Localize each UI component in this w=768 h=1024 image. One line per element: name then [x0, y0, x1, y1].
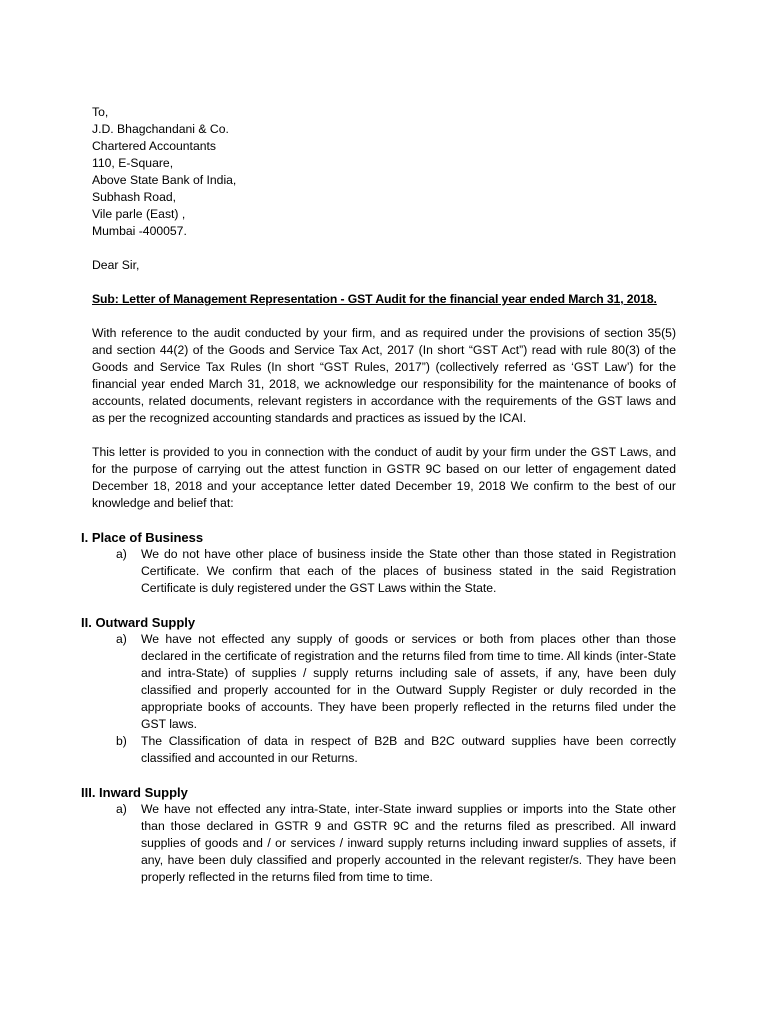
address-line: To, — [92, 105, 109, 119]
address-line: J.D. Bhagchandani & Co. — [92, 122, 229, 136]
list-item-text: We have not effected any supply of goods or services or both from places other than those declared in the certificate of registration and the returns filed from time to time. All kinds (inter-State and intra-State) of supplies / supply returns including sale of assets, if any, have been duly classified and properly accounted for in the Outward Supply Register or duly recorded in the appropriate books of accounts. They have been properly reflected in the returns filed under the GST laws. — [141, 632, 676, 731]
recipient-address — [92, 104, 676, 240]
address-line: Mumbai -400057. — [92, 224, 187, 238]
section-outward-supply — [81, 614, 676, 767]
list-marker: b) — [116, 734, 127, 748]
section-heading: III. Inward Supply — [81, 785, 188, 800]
section-heading: I. Place of Business — [81, 530, 204, 545]
address-line: 110, E-Square, — [92, 156, 174, 170]
list-marker: a) — [116, 802, 127, 816]
section-inward-supply — [81, 784, 676, 886]
list-item — [116, 631, 676, 733]
list-item — [116, 733, 676, 767]
list-item-text: We have not effected any intra-State, inter-State inward supplies or imports into the State other than those declared in GSTR 9 and GSTR 9C and the returns filed as prescribed. All inward supplies of goods and / or services / inward supply returns including inward supplies of assets, if any, have been duly classified and properly accounted in the relevant register/s. They have been properly reflected in the returns filed from time to time. — [141, 802, 676, 884]
body-paragraph: This letter is provided to you in connection with the conduct of audit by your firm under the GST Laws, and for the purpose of carrying out the attest function in GSTR 9C based on our letter of engagement dated December 18, 2018 and your acceptance letter dated December 19, 2018 We confirm to the best of our knowledge and belief that: — [92, 445, 676, 510]
subject-line: Sub: Letter of Management Representation - GST Audit for the financial year ended March 31, 2018. — [92, 292, 657, 306]
list-item-text: The Classification of data in respect of B2B and B2C outward supplies have been correctly classified and accounted in our Returns. — [141, 734, 676, 765]
section-place-of-business — [81, 529, 676, 597]
section-heading: II. Outward Supply — [81, 615, 196, 630]
address-line: Subhash Road, — [92, 190, 177, 204]
list-item — [116, 546, 676, 597]
address-line: Chartered Accountants — [92, 139, 216, 153]
list-item-text: We do not have other place of business inside the State other than those stated in Registration Certificate. We confirm that each of the places of business stated in the said Registration Certificate is duly registered under the GST Laws within the State. — [141, 547, 676, 595]
list-item — [116, 801, 676, 886]
list-marker: a) — [116, 632, 127, 646]
address-line: Above State Bank of India, — [92, 173, 237, 187]
list-marker: a) — [116, 547, 127, 561]
body-paragraph: With reference to the audit conducted by your firm, and as required under the provisions of section 35(5) and section 44(2) of the Goods and Service Tax Act, 2017 (In short “GST Act”) read with rule 80(3) of the Goods and Service Tax Rules (In short “GST Rules, 2017”) (collectively referred as ‘GST Law’) for the financial year ended March 31, 2018, we acknowledge our responsibility for the maintenance of books of accounts, related documents, relevant registers in accordance with the requirements of the GST laws and as per the recognized accounting standards and practices as issued by the ICAI. — [92, 326, 676, 425]
address-line: Vile parle (East) , — [92, 207, 186, 221]
salutation: Dear Sir, — [92, 258, 140, 272]
